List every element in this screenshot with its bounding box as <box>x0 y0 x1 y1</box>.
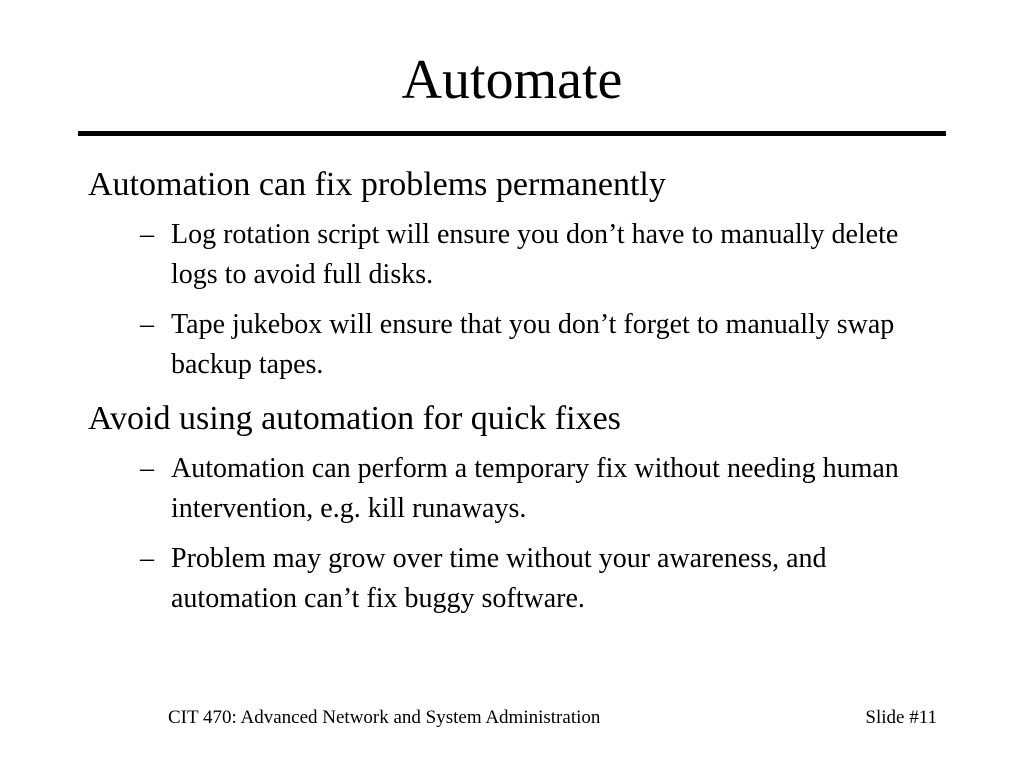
dash-marker: – <box>140 219 154 250</box>
bullet-2: Avoid using automation for quick fixes <box>88 400 621 437</box>
sub-bullet-1-2 <box>88 305 948 385</box>
sub-bullet-text: Tape jukebox will ensure that you don’t forget to manually swap backup tapes. <box>171 309 895 380</box>
slide-title: Automate <box>401 49 623 111</box>
sub-bullet-2-1 <box>88 449 948 529</box>
title-divider <box>78 131 946 136</box>
footer-slide-number: Slide #11 <box>865 707 937 728</box>
dash-marker: – <box>140 453 154 484</box>
sub-bullet-text: Log rotation script will ensure you don’t have to manually delete logs to avoid full disks. <box>171 219 899 290</box>
bullet-1: Automation can fix problems permanently <box>88 166 666 203</box>
sub-bullet-2-2 <box>88 539 948 619</box>
dash-marker: – <box>140 309 154 340</box>
sub-bullet-text: Problem may grow over time without your awareness, and automation can’t fix buggy software. <box>171 543 827 614</box>
slide-content <box>88 163 948 629</box>
dash-marker: – <box>140 543 154 574</box>
footer-course: CIT 470: Advanced Network and System Administration <box>168 707 601 728</box>
sub-bullet-1-1 <box>88 215 948 295</box>
sub-bullet-text: Automation can perform a temporary fix without needing human intervention, e.g. kill runaways. <box>171 453 899 524</box>
